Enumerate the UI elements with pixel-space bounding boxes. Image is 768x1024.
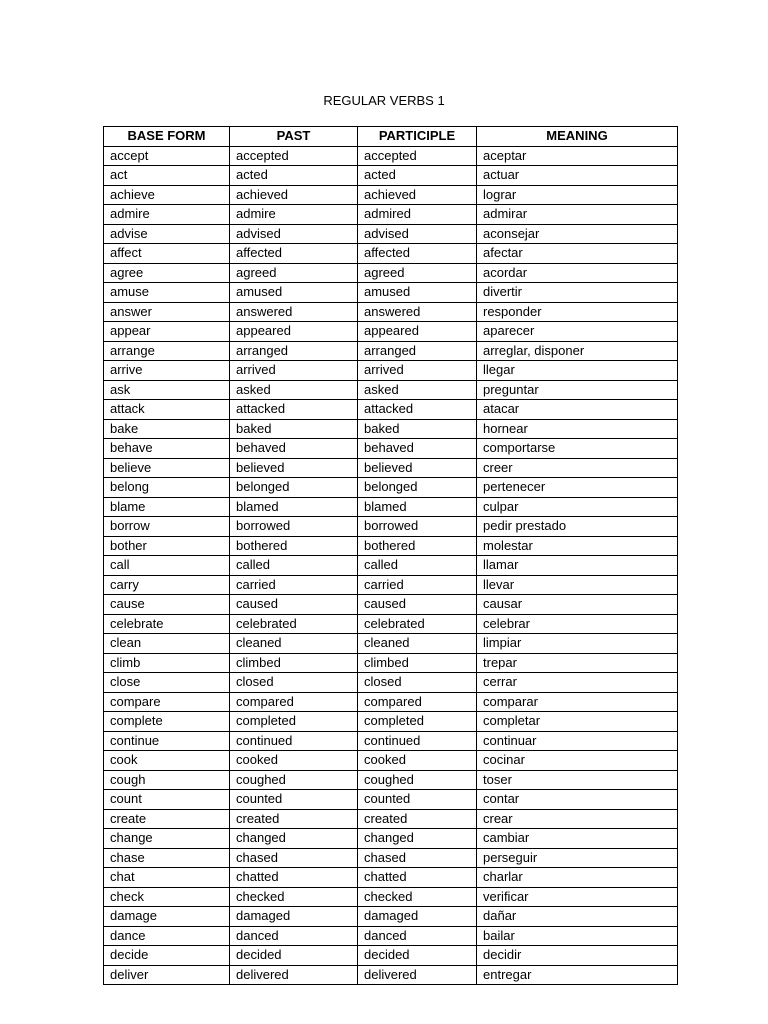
participle-cell: belonged [358,478,477,498]
meaning-cell: hornear [477,419,678,439]
past-cell: acted [230,166,358,186]
table-row [104,946,678,966]
base-form-cell: cook [104,751,230,771]
participle-cell: baked [358,419,477,439]
past-cell: chatted [230,868,358,888]
base-form-cell: continue [104,731,230,751]
past-cell: belonged [230,478,358,498]
table-row [104,146,678,166]
past-cell: created [230,809,358,829]
table-row [104,361,678,381]
base-form-cell: bake [104,419,230,439]
table-row [104,419,678,439]
participle-cell: compared [358,692,477,712]
meaning-cell: culpar [477,497,678,517]
participle-cell: achieved [358,185,477,205]
table-row [104,965,678,985]
participle-cell: amused [358,283,477,303]
table-row [104,887,678,907]
past-cell: arranged [230,341,358,361]
meaning-cell: contar [477,790,678,810]
past-cell: chased [230,848,358,868]
table-row [104,302,678,322]
column-header-past: PAST [230,127,358,147]
past-cell: closed [230,673,358,693]
meaning-cell: celebrar [477,614,678,634]
past-cell: behaved [230,439,358,459]
table-row [104,926,678,946]
meaning-cell: actuar [477,166,678,186]
meaning-cell: cambiar [477,829,678,849]
past-cell: continued [230,731,358,751]
meaning-cell: causar [477,595,678,615]
meaning-cell: creer [477,458,678,478]
table-row [104,380,678,400]
meaning-cell: entregar [477,965,678,985]
table-row [104,848,678,868]
past-cell: attacked [230,400,358,420]
meaning-cell: aceptar [477,146,678,166]
table-row [104,712,678,732]
past-cell: bothered [230,536,358,556]
meaning-cell: perseguir [477,848,678,868]
meaning-cell: comportarse [477,439,678,459]
base-form-cell: ask [104,380,230,400]
table-row [104,692,678,712]
table-row [104,595,678,615]
table-row [104,634,678,654]
column-header-meaning: MEANING [477,127,678,147]
participle-cell: borrowed [358,517,477,537]
participle-cell: attacked [358,400,477,420]
meaning-cell: arreglar, disponer [477,341,678,361]
participle-cell: called [358,556,477,576]
participle-cell: chased [358,848,477,868]
past-cell: asked [230,380,358,400]
participle-cell: damaged [358,907,477,927]
table-row [104,614,678,634]
table-row [104,751,678,771]
meaning-cell: limpiar [477,634,678,654]
table-row [104,341,678,361]
past-cell: climbed [230,653,358,673]
participle-cell: caused [358,595,477,615]
meaning-cell: continuar [477,731,678,751]
past-cell: called [230,556,358,576]
base-form-cell: call [104,556,230,576]
past-cell: borrowed [230,517,358,537]
base-form-cell: believe [104,458,230,478]
base-form-cell: behave [104,439,230,459]
past-cell: admire [230,205,358,225]
meaning-cell: afectar [477,244,678,264]
table-row [104,283,678,303]
table-row [104,263,678,283]
page-title: REGULAR VERBS 1 [323,93,445,108]
participle-cell: created [358,809,477,829]
past-cell: compared [230,692,358,712]
base-form-cell: blame [104,497,230,517]
meaning-cell: cerrar [477,673,678,693]
participle-cell: asked [358,380,477,400]
base-form-cell: borrow [104,517,230,537]
base-form-cell: answer [104,302,230,322]
table-row [104,322,678,342]
table-row [104,478,678,498]
column-header-base-form: BASE FORM [104,127,230,147]
meaning-cell: dañar [477,907,678,927]
past-cell: answered [230,302,358,322]
table-row [104,868,678,888]
past-cell: checked [230,887,358,907]
base-form-cell: accept [104,146,230,166]
base-form-cell: dance [104,926,230,946]
table-row [104,458,678,478]
past-cell: carried [230,575,358,595]
meaning-cell: llevar [477,575,678,595]
past-cell: delivered [230,965,358,985]
base-form-cell: damage [104,907,230,927]
meaning-cell: molestar [477,536,678,556]
participle-cell: carried [358,575,477,595]
participle-cell: closed [358,673,477,693]
column-header-participle: PARTICIPLE [358,127,477,147]
meaning-cell: toser [477,770,678,790]
base-form-cell: admire [104,205,230,225]
past-cell: believed [230,458,358,478]
meaning-cell: decidir [477,946,678,966]
past-cell: damaged [230,907,358,927]
meaning-cell: divertir [477,283,678,303]
participle-cell: affected [358,244,477,264]
participle-cell: arranged [358,341,477,361]
base-form-cell: agree [104,263,230,283]
past-cell: completed [230,712,358,732]
past-cell: baked [230,419,358,439]
participle-cell: acted [358,166,477,186]
meaning-cell: responder [477,302,678,322]
past-cell: celebrated [230,614,358,634]
base-form-cell: decide [104,946,230,966]
meaning-cell: charlar [477,868,678,888]
past-cell: coughed [230,770,358,790]
participle-cell: coughed [358,770,477,790]
table-row [104,497,678,517]
past-cell: advised [230,224,358,244]
table-row [104,731,678,751]
participle-cell: accepted [358,146,477,166]
table-row [104,673,678,693]
table-row [104,517,678,537]
table-row [104,244,678,264]
table-row [104,770,678,790]
base-form-cell: clean [104,634,230,654]
meaning-cell: completar [477,712,678,732]
base-form-cell: count [104,790,230,810]
participle-cell: believed [358,458,477,478]
participle-cell: counted [358,790,477,810]
table-row [104,185,678,205]
participle-cell: chatted [358,868,477,888]
past-cell: arrived [230,361,358,381]
past-cell: amused [230,283,358,303]
participle-cell: advised [358,224,477,244]
past-cell: cleaned [230,634,358,654]
base-form-cell: attack [104,400,230,420]
base-form-cell: carry [104,575,230,595]
table-row [104,400,678,420]
past-cell: blamed [230,497,358,517]
table-row [104,829,678,849]
past-cell: accepted [230,146,358,166]
base-form-cell: advise [104,224,230,244]
participle-cell: arrived [358,361,477,381]
table-row [104,224,678,244]
verb-table [103,126,678,985]
participle-cell: blamed [358,497,477,517]
table-row [104,790,678,810]
table-row [104,653,678,673]
base-form-cell: amuse [104,283,230,303]
meaning-cell: preguntar [477,380,678,400]
table-row [104,439,678,459]
base-form-cell: complete [104,712,230,732]
base-form-cell: arrange [104,341,230,361]
participle-cell: continued [358,731,477,751]
base-form-cell: deliver [104,965,230,985]
table-row [104,205,678,225]
participle-cell: checked [358,887,477,907]
participle-cell: answered [358,302,477,322]
table-row [104,556,678,576]
participle-cell: agreed [358,263,477,283]
past-cell: cooked [230,751,358,771]
meaning-cell: crear [477,809,678,829]
base-form-cell: arrive [104,361,230,381]
meaning-cell: admirar [477,205,678,225]
table-row [104,536,678,556]
participle-cell: delivered [358,965,477,985]
base-form-cell: create [104,809,230,829]
past-cell: decided [230,946,358,966]
past-cell: appeared [230,322,358,342]
base-form-cell: check [104,887,230,907]
meaning-cell: pertenecer [477,478,678,498]
meaning-cell: trepar [477,653,678,673]
base-form-cell: belong [104,478,230,498]
meaning-cell: comparar [477,692,678,712]
meaning-cell: verificar [477,887,678,907]
base-form-cell: change [104,829,230,849]
past-cell: agreed [230,263,358,283]
participle-cell: changed [358,829,477,849]
base-form-cell: act [104,166,230,186]
meaning-cell: llegar [477,361,678,381]
participle-cell: bothered [358,536,477,556]
base-form-cell: close [104,673,230,693]
base-form-cell: affect [104,244,230,264]
table-row [104,166,678,186]
meaning-cell: aparecer [477,322,678,342]
table-row [104,907,678,927]
meaning-cell: pedir prestado [477,517,678,537]
participle-cell: completed [358,712,477,732]
base-form-cell: appear [104,322,230,342]
past-cell: changed [230,829,358,849]
past-cell: counted [230,790,358,810]
base-form-cell: celebrate [104,614,230,634]
past-cell: caused [230,595,358,615]
meaning-cell: atacar [477,400,678,420]
base-form-cell: bother [104,536,230,556]
participle-cell: cooked [358,751,477,771]
participle-cell: decided [358,946,477,966]
table-row [104,809,678,829]
meaning-cell: llamar [477,556,678,576]
base-form-cell: chat [104,868,230,888]
table-row [104,575,678,595]
meaning-cell: aconsejar [477,224,678,244]
past-cell: affected [230,244,358,264]
participle-cell: behaved [358,439,477,459]
meaning-cell: bailar [477,926,678,946]
base-form-cell: achieve [104,185,230,205]
base-form-cell: cause [104,595,230,615]
meaning-cell: acordar [477,263,678,283]
participle-cell: cleaned [358,634,477,654]
base-form-cell: compare [104,692,230,712]
table-body [104,146,678,985]
past-cell: danced [230,926,358,946]
participle-cell: danced [358,926,477,946]
participle-cell: appeared [358,322,477,342]
base-form-cell: cough [104,770,230,790]
past-cell: achieved [230,185,358,205]
meaning-cell: cocinar [477,751,678,771]
participle-cell: climbed [358,653,477,673]
base-form-cell: chase [104,848,230,868]
table-header-row [104,127,678,147]
participle-cell: admired [358,205,477,225]
participle-cell: celebrated [358,614,477,634]
meaning-cell: lograr [477,185,678,205]
base-form-cell: climb [104,653,230,673]
